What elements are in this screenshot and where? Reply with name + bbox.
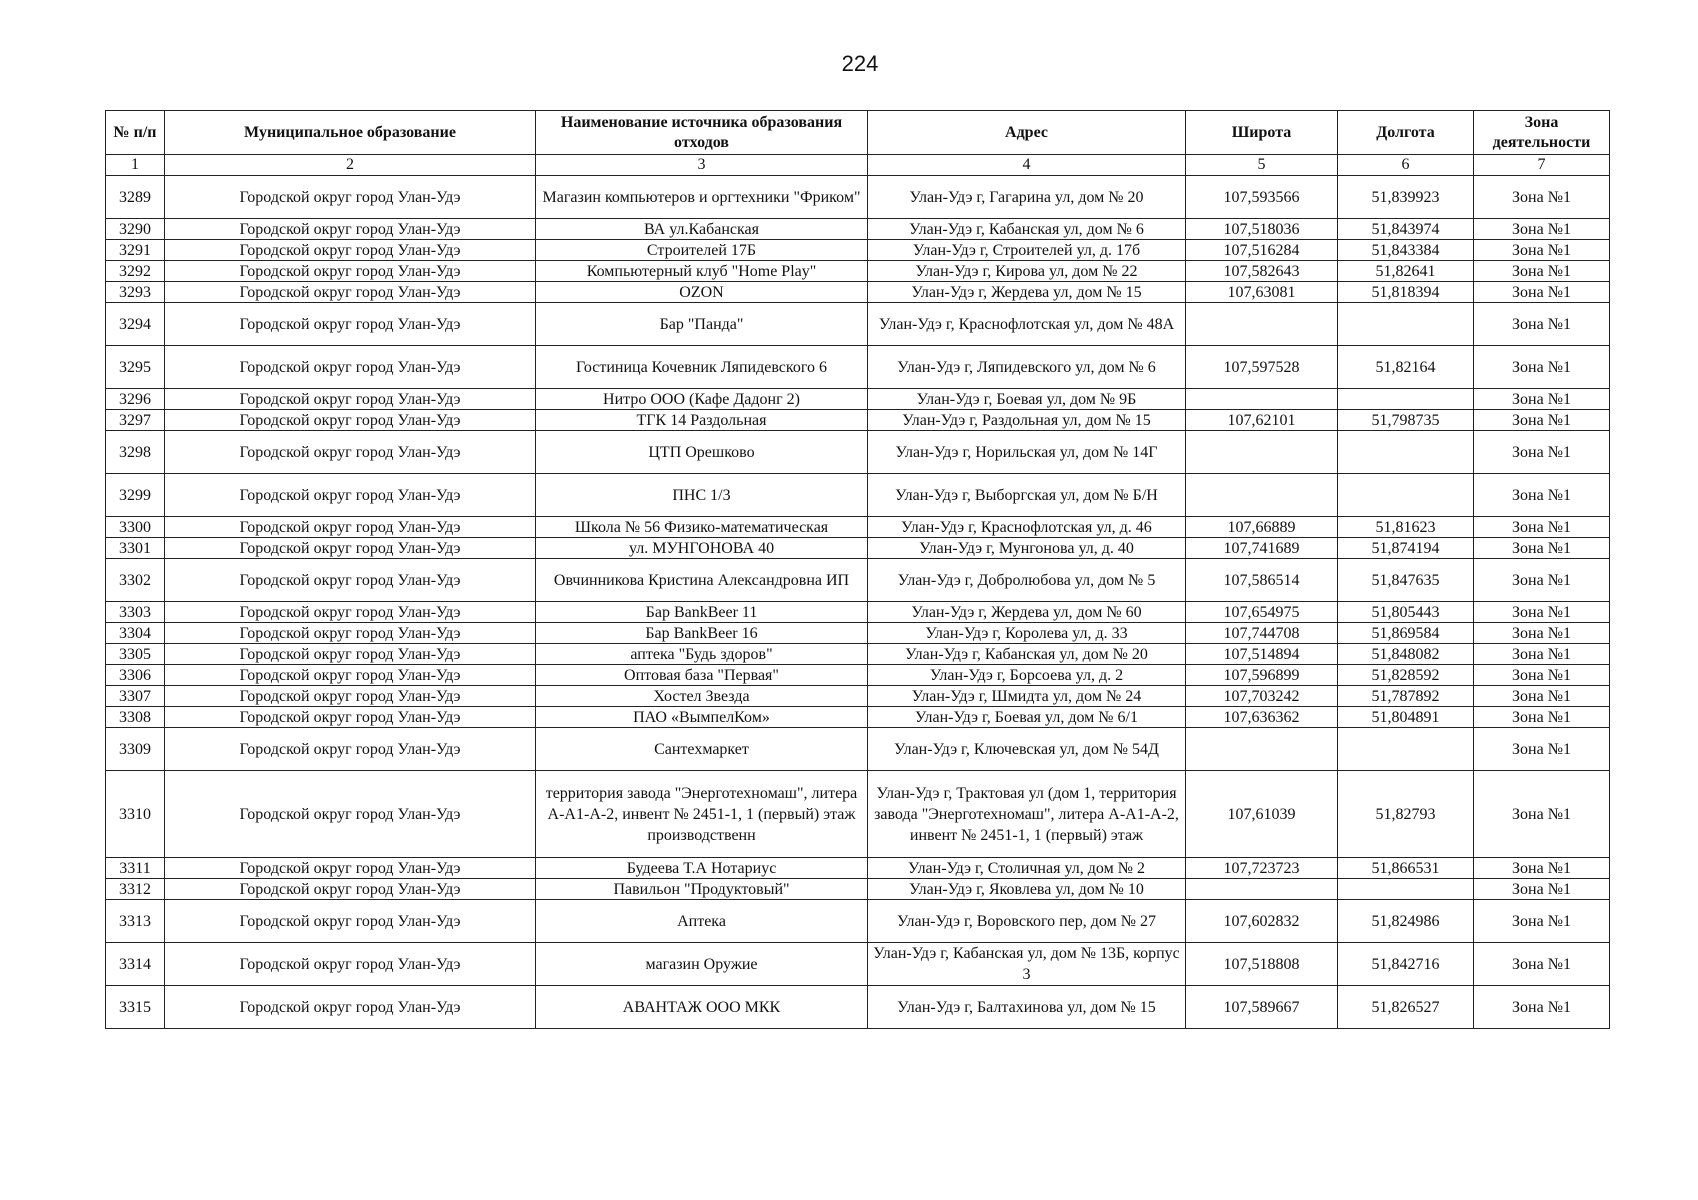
longitude-cell: 51,874194: [1338, 538, 1474, 559]
source-name-cell: ПНС 1/3: [536, 474, 868, 517]
column-number: 6: [1338, 155, 1474, 176]
latitude-cell: 107,518808: [1186, 943, 1338, 986]
source-name-cell: АВАНТАЖ ООО МКК: [536, 986, 868, 1029]
latitude-cell: [1186, 474, 1338, 517]
table-row: [106, 686, 1610, 707]
latitude-cell: [1186, 879, 1338, 900]
table-row: [106, 559, 1610, 602]
longitude-cell: 51,824986: [1338, 900, 1474, 943]
zone-cell: Зона №1: [1474, 282, 1610, 303]
zone-cell: Зона №1: [1474, 559, 1610, 602]
latitude-cell: 107,723723: [1186, 858, 1338, 879]
row-number-cell: 3295: [106, 346, 165, 389]
waste-sources-table: [105, 110, 1610, 1029]
zone-cell: Зона №1: [1474, 474, 1610, 517]
column-number: 1: [106, 155, 165, 176]
longitude-cell: [1338, 303, 1474, 346]
latitude-cell: 107,63081: [1186, 282, 1338, 303]
latitude-cell: 107,589667: [1186, 986, 1338, 1029]
address-cell: Улан-Удэ г, Кирова ул, дом № 22: [868, 261, 1186, 282]
zone-cell: Зона №1: [1474, 431, 1610, 474]
address-cell: Улан-Удэ г, Жердева ул, дом № 60: [868, 602, 1186, 623]
row-number-cell: 3290: [106, 219, 165, 240]
longitude-cell: 51,82641: [1338, 261, 1474, 282]
zone-cell: Зона №1: [1474, 261, 1610, 282]
address-cell: Улан-Удэ г, Ключевская ул, дом № 54Д: [868, 728, 1186, 771]
longitude-cell: 51,869584: [1338, 623, 1474, 644]
longitude-cell: [1338, 728, 1474, 771]
row-number-cell: 3305: [106, 644, 165, 665]
table-row: [106, 474, 1610, 517]
zone-cell: Зона №1: [1474, 517, 1610, 538]
longitude-cell: [1338, 474, 1474, 517]
source-name-cell: Будеева Т.А Нотариус: [536, 858, 868, 879]
table-row: [106, 728, 1610, 771]
source-name-cell: Бар BankBeer 11: [536, 602, 868, 623]
table-row: [106, 623, 1610, 644]
table-row: [106, 431, 1610, 474]
row-number-cell: 3303: [106, 602, 165, 623]
table-row: [106, 282, 1610, 303]
address-cell: Улан-Удэ г, Жердева ул, дом № 15: [868, 282, 1186, 303]
address-cell: Улан-Удэ г, Боевая ул, дом № 9Б: [868, 389, 1186, 410]
header-source-name: Наименование источника образования отходов: [536, 111, 868, 155]
row-number-cell: 3309: [106, 728, 165, 771]
municipality-cell: Городской округ город Улан-Удэ: [165, 474, 536, 517]
municipality-cell: Городской округ город Улан-Удэ: [165, 389, 536, 410]
longitude-cell: 51,81623: [1338, 517, 1474, 538]
zone-cell: Зона №1: [1474, 943, 1610, 986]
row-number-cell: 3302: [106, 559, 165, 602]
municipality-cell: Городской округ город Улан-Удэ: [165, 771, 536, 858]
address-cell: Улан-Удэ г, Краснофлотская ул, дом № 48А: [868, 303, 1186, 346]
municipality-cell: Городской округ город Улан-Удэ: [165, 559, 536, 602]
latitude-cell: 107,514894: [1186, 644, 1338, 665]
longitude-cell: 51,787892: [1338, 686, 1474, 707]
column-number: 5: [1186, 155, 1338, 176]
source-name-cell: OZON: [536, 282, 868, 303]
address-cell: Улан-Удэ г, Трактовая ул (дом 1, территория завода "Энерготехномаш", литера А-А1-А-2, инвент № 2451-1, 1 (первый) этаж: [868, 771, 1186, 858]
source-name-cell: Гостиница Кочевник Ляпидевского 6: [536, 346, 868, 389]
table-row: [106, 707, 1610, 728]
latitude-cell: 107,586514: [1186, 559, 1338, 602]
zone-cell: Зона №1: [1474, 900, 1610, 943]
row-number-cell: 3294: [106, 303, 165, 346]
address-cell: Улан-Удэ г, Борсоева ул, д. 2: [868, 665, 1186, 686]
address-cell: Улан-Удэ г, Краснофлотская ул, д. 46: [868, 517, 1186, 538]
table-row: [106, 517, 1610, 538]
longitude-cell: 51,839923: [1338, 176, 1474, 219]
row-number-cell: 3299: [106, 474, 165, 517]
zone-cell: Зона №1: [1474, 219, 1610, 240]
zone-cell: Зона №1: [1474, 538, 1610, 559]
municipality-cell: Городской округ город Улан-Удэ: [165, 943, 536, 986]
address-cell: Улан-Удэ г, Норильская ул, дом № 14Г: [868, 431, 1186, 474]
zone-cell: Зона №1: [1474, 389, 1610, 410]
zone-cell: Зона №1: [1474, 879, 1610, 900]
zone-cell: Зона №1: [1474, 346, 1610, 389]
longitude-cell: 51,818394: [1338, 282, 1474, 303]
row-number-cell: 3300: [106, 517, 165, 538]
municipality-cell: Городской округ город Улан-Удэ: [165, 665, 536, 686]
latitude-cell: 107,636362: [1186, 707, 1338, 728]
longitude-cell: [1338, 879, 1474, 900]
municipality-cell: Городской округ город Улан-Удэ: [165, 410, 536, 431]
source-name-cell: ВА ул.Кабанская: [536, 219, 868, 240]
municipality-cell: Городской округ город Улан-Удэ: [165, 986, 536, 1029]
source-name-cell: ул. МУНГОНОВА 40: [536, 538, 868, 559]
row-number-cell: 3310: [106, 771, 165, 858]
municipality-cell: Городской округ город Улан-Удэ: [165, 686, 536, 707]
table-row: [106, 986, 1610, 1029]
municipality-cell: Городской округ город Улан-Удэ: [165, 538, 536, 559]
address-cell: Улан-Удэ г, Кабанская ул, дом № 20: [868, 644, 1186, 665]
row-number-cell: 3292: [106, 261, 165, 282]
header-zone: Зона деятельности: [1474, 111, 1610, 155]
source-name-cell: Овчинникова Кристина Александровна ИП: [536, 559, 868, 602]
municipality-cell: Городской округ город Улан-Удэ: [165, 240, 536, 261]
municipality-cell: Городской округ город Улан-Удэ: [165, 602, 536, 623]
zone-cell: Зона №1: [1474, 707, 1610, 728]
address-cell: Улан-Удэ г, Мунгонова ул, д. 40: [868, 538, 1186, 559]
address-cell: Улан-Удэ г, Кабанская ул, дом № 13Б, корпус 3: [868, 943, 1186, 986]
address-cell: Улан-Удэ г, Раздольная ул, дом № 15: [868, 410, 1186, 431]
address-cell: Улан-Удэ г, Столичная ул, дом № 2: [868, 858, 1186, 879]
row-number-cell: 3314: [106, 943, 165, 986]
header-address: Адрес: [868, 111, 1186, 155]
column-number-row: [106, 155, 1610, 176]
latitude-cell: 107,516284: [1186, 240, 1338, 261]
table-row: [106, 879, 1610, 900]
latitude-cell: 107,597528: [1186, 346, 1338, 389]
municipality-cell: Городской округ город Улан-Удэ: [165, 176, 536, 219]
address-cell: Улан-Удэ г, Яковлева ул, дом № 10: [868, 879, 1186, 900]
address-cell: Улан-Удэ г, Боевая ул, дом № 6/1: [868, 707, 1186, 728]
municipality-cell: Городской округ город Улан-Удэ: [165, 219, 536, 240]
table-row: [106, 303, 1610, 346]
source-name-cell: Нитро ООО (Кафе Дадонг 2): [536, 389, 868, 410]
row-number-cell: 3289: [106, 176, 165, 219]
source-name-cell: Павильон "Продуктовый": [536, 879, 868, 900]
latitude-cell: 107,602832: [1186, 900, 1338, 943]
row-number-cell: 3291: [106, 240, 165, 261]
latitude-cell: [1186, 389, 1338, 410]
municipality-cell: Городской округ город Улан-Удэ: [165, 282, 536, 303]
latitude-cell: 107,741689: [1186, 538, 1338, 559]
address-cell: Улан-Удэ г, Строителей ул, д. 17б: [868, 240, 1186, 261]
longitude-cell: 51,805443: [1338, 602, 1474, 623]
longitude-cell: [1338, 431, 1474, 474]
zone-cell: Зона №1: [1474, 771, 1610, 858]
table-row: [106, 219, 1610, 240]
zone-cell: Зона №1: [1474, 686, 1610, 707]
municipality-cell: Городской округ город Улан-Удэ: [165, 900, 536, 943]
address-cell: Улан-Удэ г, Воровского пер, дом № 27: [868, 900, 1186, 943]
source-name-cell: Оптовая база "Первая": [536, 665, 868, 686]
table-header-row: [106, 111, 1610, 155]
municipality-cell: Городской округ город Улан-Удэ: [165, 303, 536, 346]
municipality-cell: Городской округ город Улан-Удэ: [165, 517, 536, 538]
header-number: № п/п: [106, 111, 165, 155]
table-row: [106, 346, 1610, 389]
latitude-cell: 107,66889: [1186, 517, 1338, 538]
longitude-cell: 51,804891: [1338, 707, 1474, 728]
longitude-cell: 51,866531: [1338, 858, 1474, 879]
row-number-cell: 3311: [106, 858, 165, 879]
latitude-cell: 107,593566: [1186, 176, 1338, 219]
address-cell: Улан-Удэ г, Ляпидевского ул, дом № 6: [868, 346, 1186, 389]
municipality-cell: Городской округ город Улан-Удэ: [165, 879, 536, 900]
latitude-cell: [1186, 303, 1338, 346]
column-number: 2: [165, 155, 536, 176]
source-name-cell: Магазин компьютеров и оргтехники "Фриком": [536, 176, 868, 219]
table-row: [106, 240, 1610, 261]
zone-cell: Зона №1: [1474, 858, 1610, 879]
row-number-cell: 3308: [106, 707, 165, 728]
source-name-cell: ТГК 14 Раздольная: [536, 410, 868, 431]
latitude-cell: 107,61039: [1186, 771, 1338, 858]
column-number: 4: [868, 155, 1186, 176]
row-number-cell: 3313: [106, 900, 165, 943]
longitude-cell: 51,842716: [1338, 943, 1474, 986]
address-cell: Улан-Удэ г, Кабанская ул, дом № 6: [868, 219, 1186, 240]
table-row: [106, 900, 1610, 943]
row-number-cell: 3306: [106, 665, 165, 686]
table-row: [106, 644, 1610, 665]
longitude-cell: 51,826527: [1338, 986, 1474, 1029]
source-name-cell: Аптека: [536, 900, 868, 943]
source-name-cell: территория завода "Энерготехномаш", литера А-А1-А-2, инвент № 2451-1, 1 (первый) этаж производственн: [536, 771, 868, 858]
longitude-cell: 51,843384: [1338, 240, 1474, 261]
longitude-cell: 51,847635: [1338, 559, 1474, 602]
header-longitude: Долгота: [1338, 111, 1474, 155]
latitude-cell: [1186, 431, 1338, 474]
address-cell: Улан-Удэ г, Шмидта ул, дом № 24: [868, 686, 1186, 707]
longitude-cell: 51,798735: [1338, 410, 1474, 431]
municipality-cell: Городской округ город Улан-Удэ: [165, 707, 536, 728]
latitude-cell: 107,582643: [1186, 261, 1338, 282]
table-row: [106, 665, 1610, 686]
latitude-cell: 107,654975: [1186, 602, 1338, 623]
zone-cell: Зона №1: [1474, 623, 1610, 644]
row-number-cell: 3307: [106, 686, 165, 707]
row-number-cell: 3297: [106, 410, 165, 431]
source-name-cell: ЦТП Орешково: [536, 431, 868, 474]
row-number-cell: 3298: [106, 431, 165, 474]
latitude-cell: 107,744708: [1186, 623, 1338, 644]
zone-cell: Зона №1: [1474, 410, 1610, 431]
table-row: [106, 176, 1610, 219]
page-number: 224: [841, 51, 879, 76]
source-name-cell: Компьютерный клуб "Home Play": [536, 261, 868, 282]
zone-cell: Зона №1: [1474, 728, 1610, 771]
zone-cell: Зона №1: [1474, 602, 1610, 623]
zone-cell: Зона №1: [1474, 303, 1610, 346]
longitude-cell: 51,82164: [1338, 346, 1474, 389]
address-cell: Улан-Удэ г, Выборгская ул, дом № Б/Н: [868, 474, 1186, 517]
table-row: [106, 771, 1610, 858]
longitude-cell: 51,82793: [1338, 771, 1474, 858]
column-number: 3: [536, 155, 868, 176]
source-name-cell: ПАО «ВымпелКом»: [536, 707, 868, 728]
source-name-cell: Строителей 17Б: [536, 240, 868, 261]
latitude-cell: 107,703242: [1186, 686, 1338, 707]
source-name-cell: Хостел Звезда: [536, 686, 868, 707]
table-row: [106, 261, 1610, 282]
table-row: [106, 602, 1610, 623]
municipality-cell: Городской округ город Улан-Удэ: [165, 623, 536, 644]
source-name-cell: Школа № 56 Физико-математическая: [536, 517, 868, 538]
municipality-cell: Городской округ город Улан-Удэ: [165, 261, 536, 282]
table-row: [106, 389, 1610, 410]
row-number-cell: 3296: [106, 389, 165, 410]
zone-cell: Зона №1: [1474, 644, 1610, 665]
column-number: 7: [1474, 155, 1610, 176]
table-row: [106, 943, 1610, 986]
source-name-cell: магазин Оружие: [536, 943, 868, 986]
table-body: [106, 176, 1610, 1029]
zone-cell: Зона №1: [1474, 986, 1610, 1029]
address-cell: Улан-Удэ г, Добролюбова ул, дом № 5: [868, 559, 1186, 602]
longitude-cell: 51,843974: [1338, 219, 1474, 240]
source-name-cell: Бар "Панда": [536, 303, 868, 346]
source-name-cell: аптека "Будь здоров": [536, 644, 868, 665]
latitude-cell: [1186, 728, 1338, 771]
municipality-cell: Городской округ город Улан-Удэ: [165, 644, 536, 665]
latitude-cell: 107,518036: [1186, 219, 1338, 240]
table-row: [106, 858, 1610, 879]
longitude-cell: [1338, 389, 1474, 410]
row-number-cell: 3304: [106, 623, 165, 644]
address-cell: Улан-Удэ г, Гагарина ул, дом № 20: [868, 176, 1186, 219]
zone-cell: Зона №1: [1474, 240, 1610, 261]
table-row: [106, 410, 1610, 431]
municipality-cell: Городской округ город Улан-Удэ: [165, 431, 536, 474]
row-number-cell: 3301: [106, 538, 165, 559]
zone-cell: Зона №1: [1474, 665, 1610, 686]
longitude-cell: 51,848082: [1338, 644, 1474, 665]
latitude-cell: 107,596899: [1186, 665, 1338, 686]
header-latitude: Широта: [1186, 111, 1338, 155]
source-name-cell: Бар BankBeer 16: [536, 623, 868, 644]
row-number-cell: 3315: [106, 986, 165, 1029]
latitude-cell: 107,62101: [1186, 410, 1338, 431]
address-cell: Улан-Удэ г, Королева ул, д. 33: [868, 623, 1186, 644]
row-number-cell: 3312: [106, 879, 165, 900]
zone-cell: Зона №1: [1474, 176, 1610, 219]
municipality-cell: Городской округ город Улан-Удэ: [165, 728, 536, 771]
longitude-cell: 51,828592: [1338, 665, 1474, 686]
table-row: [106, 538, 1610, 559]
address-cell: Улан-Удэ г, Балтахинова ул, дом № 15: [868, 986, 1186, 1029]
municipality-cell: Городской округ город Улан-Удэ: [165, 858, 536, 879]
source-name-cell: Сантехмаркет: [536, 728, 868, 771]
row-number-cell: 3293: [106, 282, 165, 303]
header-municipality: Муниципальное образование: [165, 111, 536, 155]
municipality-cell: Городской округ город Улан-Удэ: [165, 346, 536, 389]
